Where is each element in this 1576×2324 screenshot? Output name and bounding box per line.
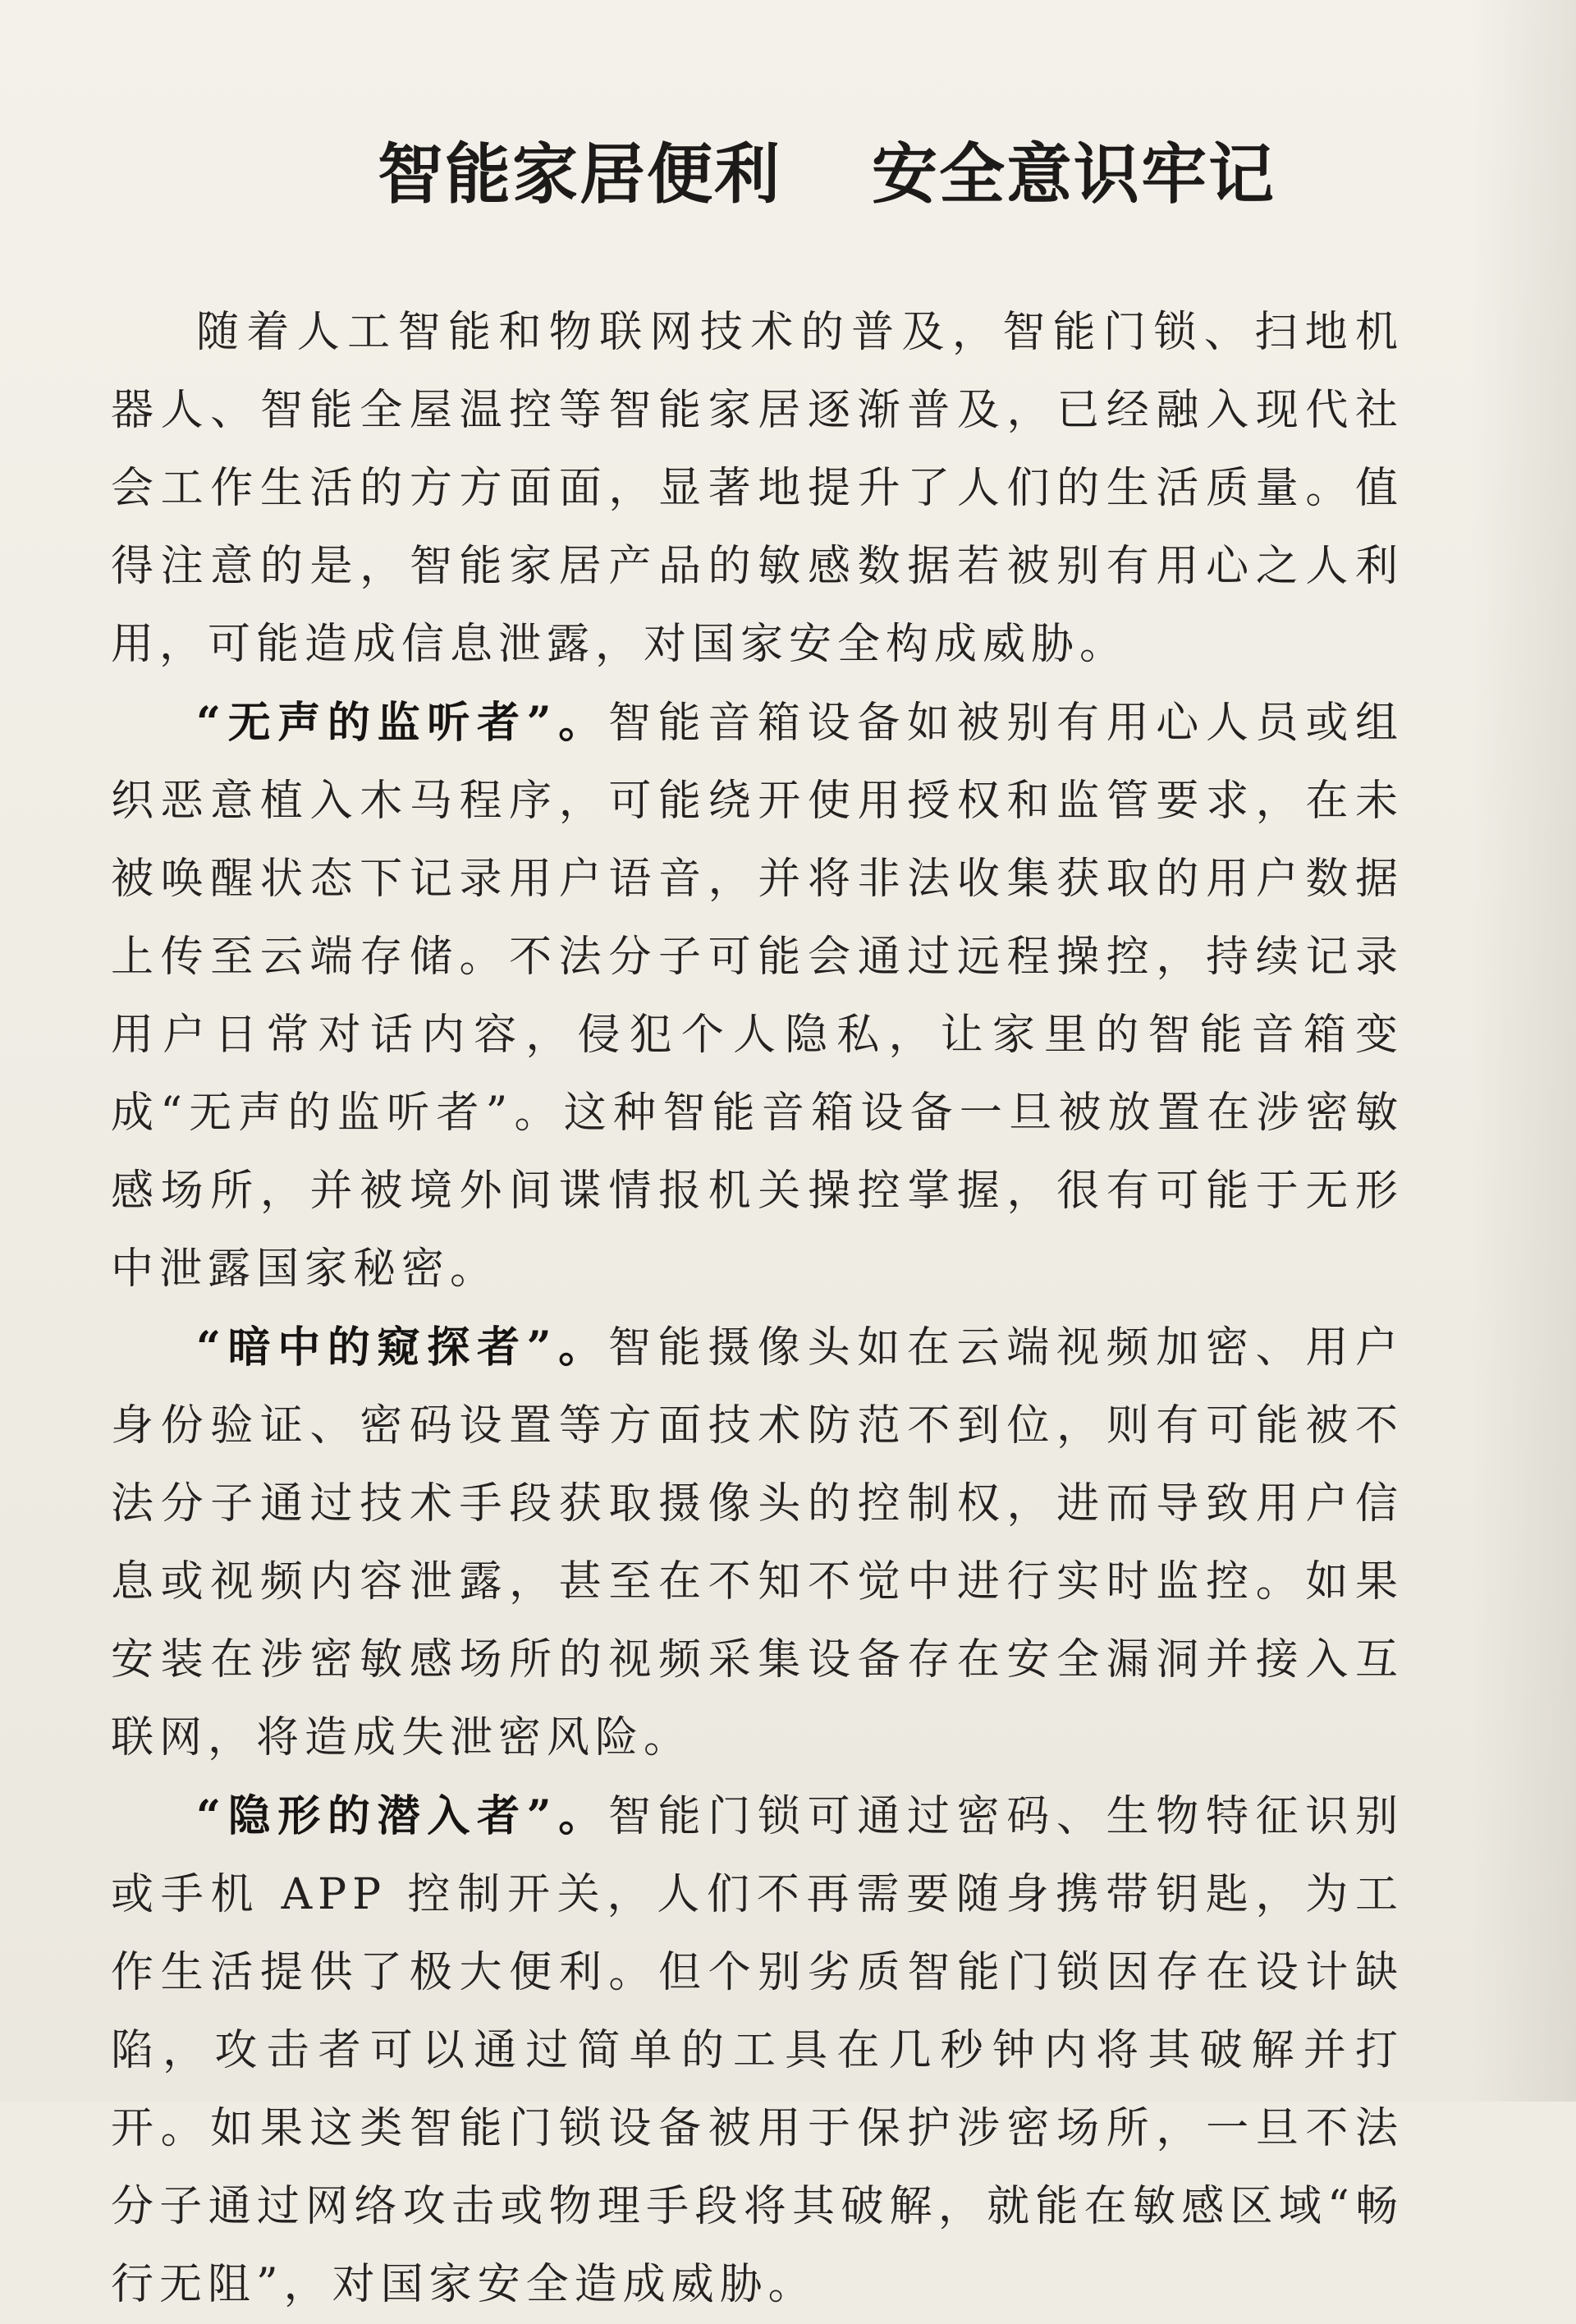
paragraph-hidden-watcher bbox=[111, 1309, 1404, 1777]
paragraph-text-silent-listener: 智能音箱设备如被别有用心人员或组织恶意植入木马程序，可能绕开使用授权和监管要求，在未被唤醒状态下记录用户语音，并将非法收集获取的用户数据上传至云端存储。不法分子可能会通过远程操控，持续记录用户日常对话内容，侵犯个人隐私，让家里的智能音箱变成“无声的监听者”。这种智能音箱设备一旦被放置在涉密敏感场所，并被境外间谍情报机关操控掌握，很有可能于无形中泄露国家秘密。 bbox=[111, 699, 1404, 1294]
paragraph-lead-invisible-intruder: “隐形的潜入者”。 bbox=[196, 1791, 608, 1841]
title-part-1: 智能家居便利 bbox=[378, 135, 781, 213]
paragraph-text-hidden-watcher: 智能摄像头如在云端视频加密、用户身份验证、密码设置等方面技术防范不到位，则有可能被不法分子通过技术手段获取摄像头的控制权，进而导致用户信息或视频内容泄露，甚至在不知不觉中进行实时监控。如果安装在涉密敏感场所的视频采集设备存在安全漏洞并接入互联网，将造成失泄密风险。 bbox=[111, 1323, 1404, 1762]
paragraph-lead-hidden-watcher: “暗中的窥探者”。 bbox=[196, 1322, 608, 1373]
paragraph-invisible-intruder bbox=[111, 1777, 1404, 2324]
title-part-2: 安全意识牢记 bbox=[872, 135, 1276, 213]
page-title bbox=[378, 133, 1280, 215]
paragraph-text-invisible-intruder: 智能门锁可通过密码、生物特征识别或手机 APP 控制开关，人们不再需要随身携带钥匙，为工作生活提供了极大便利。但个别劣质智能门锁因存在设计缺陷，攻击者可以通过简单的工具在几秒钟内将其破解并打开。如果这类智能门锁设备被用于保护涉密场所，一旦不法分子通过网络攻击或物理手段将其破解，就能在敏感区域“畅行无阻”，对国家安全造成威胁。 bbox=[111, 1792, 1404, 2309]
article-body bbox=[111, 294, 1404, 2324]
paragraph-intro-text: 随着人工智能和物联网技术的普及，智能门锁、扫地机器人、智能全屋温控等智能家居逐渐普及，已经融入现代社会工作生活的方方面面，显著地提升了人们的生活质量。值得注意的是，智能家居产品的敏感数据若被别有用心之人利用，可能造成信息泄露，对国家安全构成威胁。 bbox=[111, 308, 1404, 669]
paragraph-intro bbox=[111, 294, 1404, 684]
paragraph-lead-silent-listener: “无声的监听者”。 bbox=[196, 698, 608, 748]
page-edge-shadow bbox=[1469, 0, 1576, 2102]
paragraph-silent-listener bbox=[111, 684, 1404, 1309]
